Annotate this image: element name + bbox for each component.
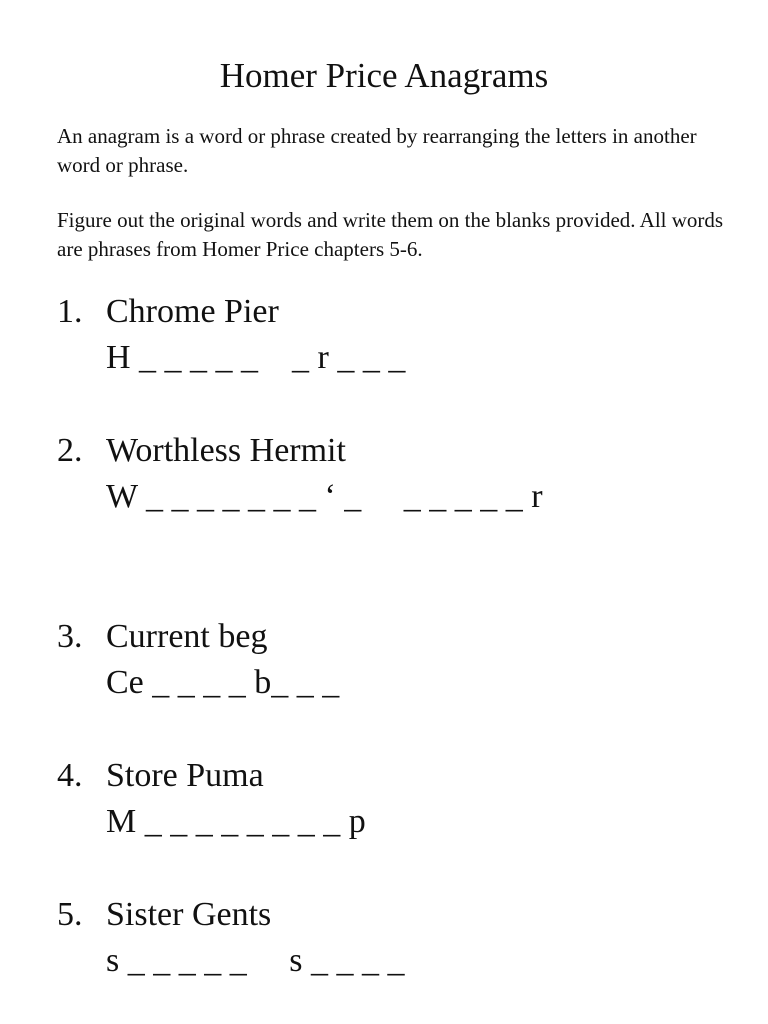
item-number: 2. xyxy=(57,432,83,469)
item-number: 3. xyxy=(57,618,83,655)
answer-blanks: s _ _ _ _ _ s _ _ _ _ xyxy=(106,942,405,979)
answer-blanks: Ce _ _ _ _ b_ _ _ xyxy=(106,664,340,701)
answer-blanks: M _ _ _ _ _ _ _ _ p xyxy=(106,803,366,840)
answer-blanks: W _ _ _ _ _ _ _ ‘ _ _ _ _ _ _ r xyxy=(106,478,543,515)
intro-paragraph-instructions: Figure out the original words and write them on the blanks provided. All words are phrases from Homer Price chapters 5-6. xyxy=(57,208,724,261)
item-number: 5. xyxy=(57,896,83,933)
page-title: Homer Price Anagrams xyxy=(219,56,549,95)
anagram-phrase: Store Puma xyxy=(106,757,264,794)
item-number: 4. xyxy=(57,757,83,794)
anagram-phrase: Worthless Hermit xyxy=(106,432,346,469)
item-number: 1. xyxy=(57,293,83,330)
intro-paragraph-definition: An anagram is a word or phrase created by rearranging the letters in another word or phrase. xyxy=(57,124,697,177)
anagram-phrase: Sister Gents xyxy=(106,896,272,933)
answer-blanks: H _ _ _ _ _ _ r _ _ _ xyxy=(106,339,406,376)
anagram-phrase: Chrome Pier xyxy=(106,293,279,330)
anagram-phrase: Current beg xyxy=(106,618,268,655)
